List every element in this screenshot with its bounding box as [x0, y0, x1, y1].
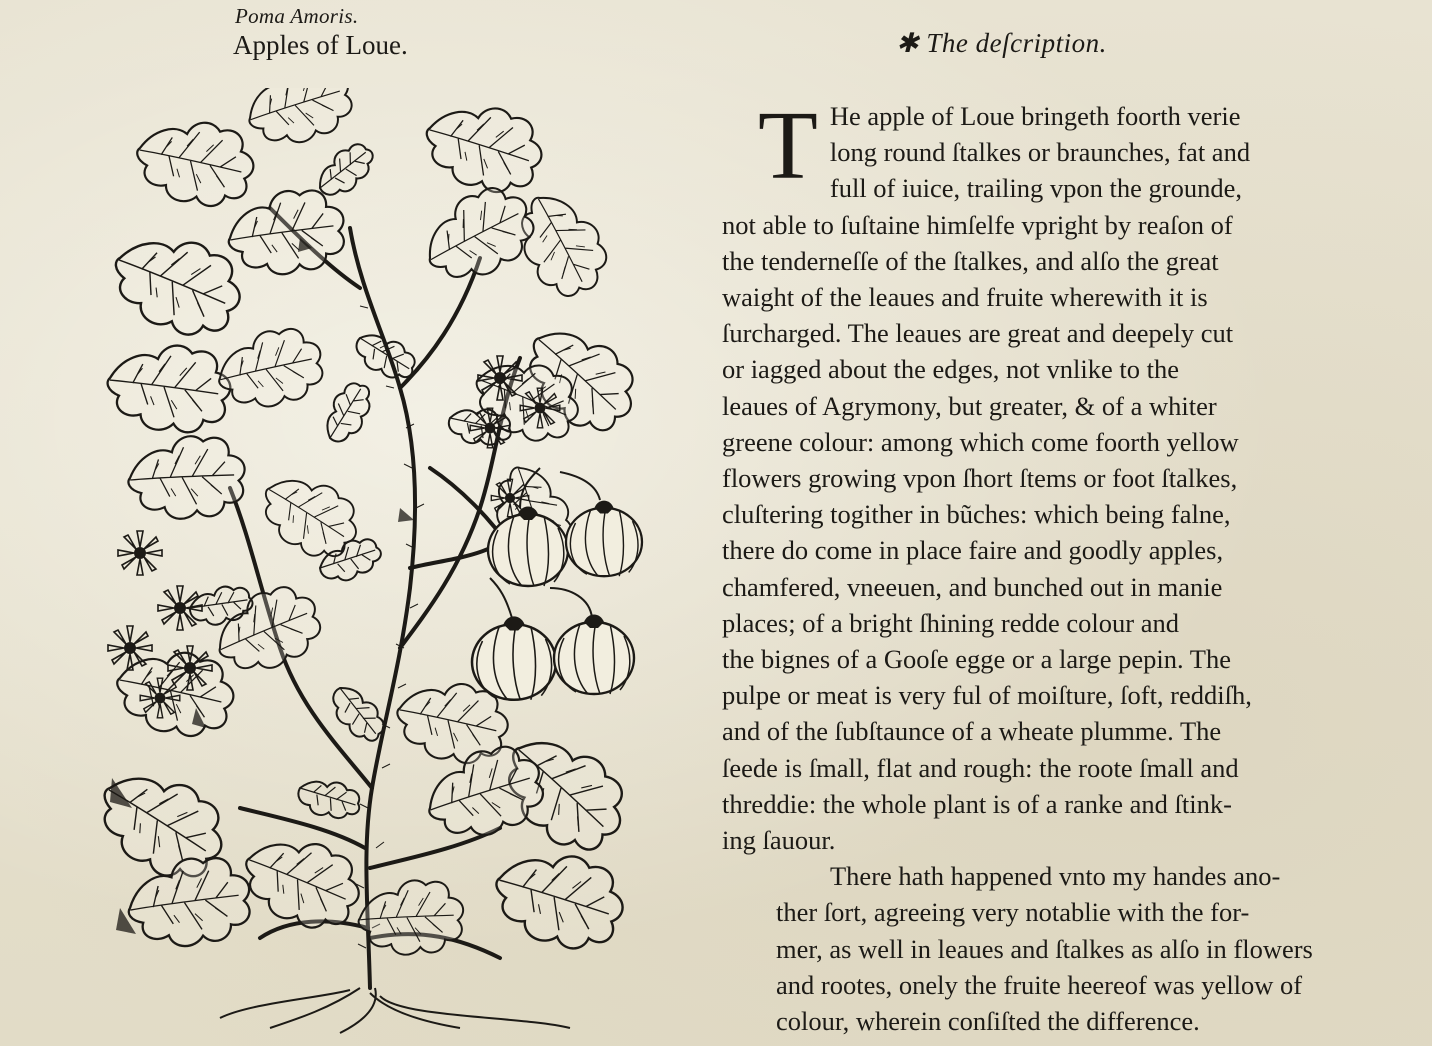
text-line: ther ſort, agreeing very notablie with the for-	[776, 897, 1250, 928]
section-heading: ✱ The deſcription.	[896, 28, 1107, 58]
text-line: or iagged about the edges, not vnlike to the	[722, 354, 1180, 385]
text-line: the tenderneſſe of the ſtalkes, and alſo the great	[722, 245, 1219, 276]
text-line: pulpe or meat is very ful of moiſture, ſoft, reddiſh,	[722, 680, 1252, 711]
text-line: chamfered, vneeuen, and bunched out in manie	[722, 571, 1223, 602]
bleed-through-text	[450, 2, 456, 28]
text-line: long round ſtalkes or braunches, fat and	[829, 137, 1251, 168]
text-line: there do come in place faire and goodly apples,	[722, 535, 1224, 566]
text-line: ſeede is ſmall, flat and rough: the roote ſmall and	[722, 752, 1239, 783]
text-line: and of the ſubſtaunce of a wheate plumme. The	[722, 716, 1222, 747]
text-line: places; of a bright ſhining redde colour and	[722, 607, 1179, 638]
text-line: cluſtering togither in bũches: which being falne,	[722, 499, 1231, 530]
text-line: There hath happened vnto my handes ano-	[830, 861, 1281, 892]
text-line: flowers growing vpon ſhort ſtems or foot ſtalkes,	[722, 463, 1238, 494]
text-line: not able to ſuſtaine himſelfe vpright by reaſon of	[722, 209, 1233, 240]
text-line: ing ſauour.	[722, 825, 836, 856]
text-line: and rootes, onely the fruite heereof was yellow of	[776, 969, 1303, 1000]
text-line: He apple of Loue bringeth foorth verie	[829, 101, 1241, 131]
text-line: mer, as well in leaues and ſtalkes as alſo in flowers	[776, 933, 1313, 964]
text-line: waight of the leaues and fruite wherewith it is	[722, 282, 1208, 313]
drop-cap: T	[758, 92, 818, 200]
plant-woodcut-illustration	[100, 88, 680, 1036]
text-line: colour, wherein conſiſted the difference.	[776, 1006, 1200, 1037]
description-paragraph-2	[722, 858, 1354, 1039]
text-line: full of iuice, trailing vpon the grounde,	[829, 173, 1242, 204]
text-line: greene colour: among which come foorth yellow	[722, 426, 1239, 457]
description-text	[722, 92, 1354, 1039]
caption-latin-name: Poma Amoris.	[235, 4, 359, 28]
text-line: the bignes of a Gooſe egge or a large pepin. The	[722, 644, 1231, 675]
caption-english-name: Apples of Loue.	[233, 30, 408, 60]
description-paragraph-1	[722, 92, 1354, 858]
text-line: threddie: the whole plant is of a ranke and ſtink-	[722, 788, 1232, 819]
text-line: leaues of Agrymony, but greater, & of a whiter	[722, 390, 1217, 421]
text-line: ſurcharged. The leaues are great and deepely cut	[722, 318, 1234, 349]
